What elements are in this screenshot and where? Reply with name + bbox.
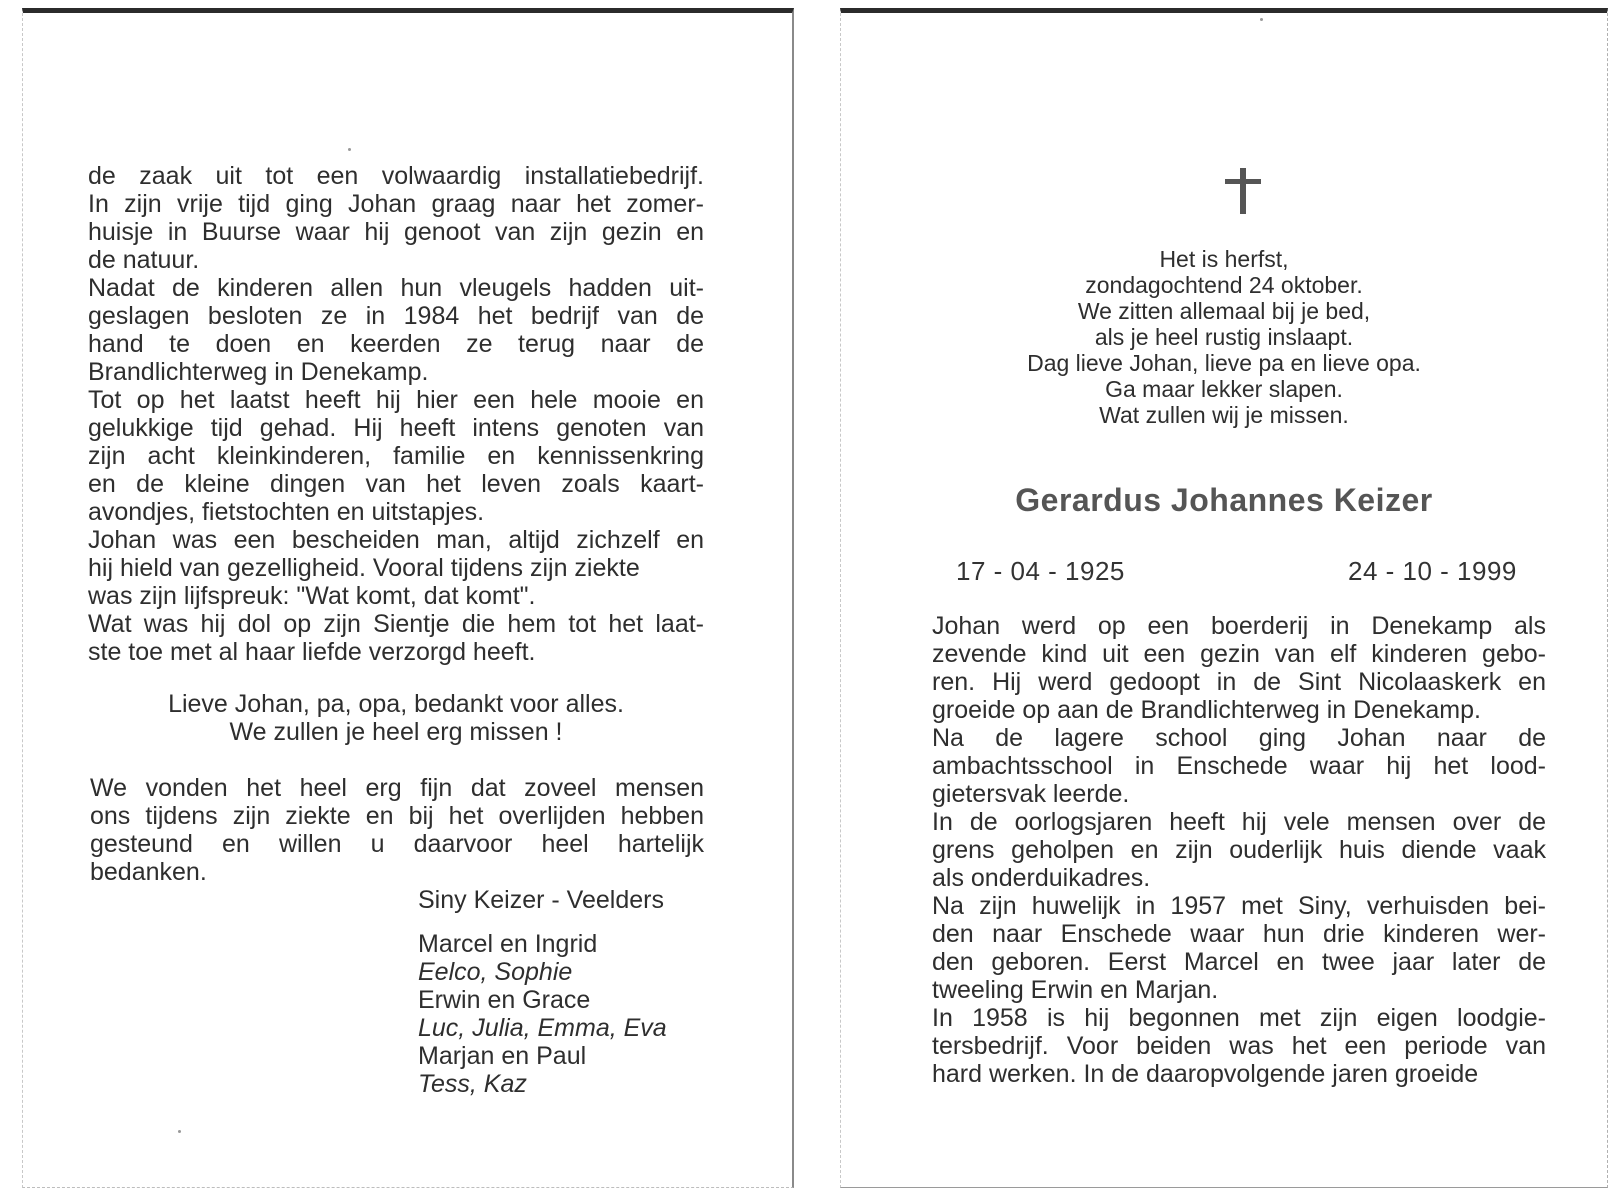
text-line: den naar Enschede waar hun drie kinderen wer- (932, 920, 1546, 948)
text-line: hij hield van gezelligheid. Vooral tijdens zijn ziekte (88, 554, 640, 582)
text-line: de zaak uit tot een volwaardig installatiebedrijf. (88, 162, 704, 190)
grandchildren-names: Tess, Kaz (418, 1070, 527, 1098)
scan-speck (1260, 18, 1263, 21)
text-line: Ga maar lekker slapen. (1105, 376, 1343, 402)
text-line: bedanken. (90, 858, 207, 886)
cross-icon (1225, 168, 1261, 214)
text-line: We vonden het heel erg fijn dat zoveel mensen (90, 774, 704, 802)
text-line: avondjes, fietstochten en uitstapjes. (88, 498, 485, 526)
text-line: Na de lagere school ging Johan naar de (932, 724, 1546, 752)
text-line: gesteund en willen u daarvoor heel hartelijk (90, 830, 704, 858)
text-line: In de oorlogsjaren heeft hij vele mensen over de (932, 808, 1546, 836)
text-line: tweeling Erwin en Marjan. (932, 976, 1219, 1004)
text-line: Brandlichterweg in Denekamp. (88, 358, 429, 386)
text-line: zevende kind uit een gezin van elf kinderen gebo- (932, 640, 1546, 668)
widow-signature: Siny Keizer - Veelders (418, 886, 664, 914)
farewell-text (88, 690, 704, 746)
text-line: ren. Hij werd gedoopt in de Sint Nicolaaskerk en (932, 668, 1546, 696)
child-couple: Marjan en Paul (418, 1042, 587, 1070)
biography-text (932, 612, 1546, 1088)
text-line: ambachtsschool in Enschede waar hij het lood- (932, 752, 1546, 780)
text-line: als onderduikadres. (932, 864, 1151, 892)
scan-speck (348, 148, 351, 151)
text-line: Lieve Johan, pa, opa, bedankt voor alles. (168, 690, 624, 718)
text-line: Dag lieve Johan, lieve pa en lieve opa. (1027, 350, 1421, 376)
text-line: zijn acht kleinkinderen, familie en kennissenkring (88, 442, 704, 470)
deceased-name: Gerardus Johannes Keizer (1015, 482, 1433, 518)
poem-text (840, 246, 1608, 428)
text-line: huisje in Buurse waar hij genoot van zijn gezin en (88, 218, 704, 246)
text-line: Wat was hij dol op zijn Sientje die hem tot het laat- (88, 610, 704, 638)
text-line: gietersvak leerde. (932, 780, 1130, 808)
grandchildren-names: Luc, Julia, Emma, Eva (418, 1014, 667, 1042)
thanks-text (90, 774, 704, 886)
text-line: geslagen besloten ze in 1984 het bedrijf van de (88, 302, 704, 330)
text-line: zondagochtend 24 oktober. (1085, 272, 1363, 298)
text-line: Wat zullen wij je missen. (1099, 402, 1349, 428)
scan-speck (178, 1130, 181, 1133)
text-line: Na zijn huwelijk in 1957 met Siny, verhuisden bei- (932, 892, 1546, 920)
text-line: Johan werd op een boerderij in Denekamp als (932, 612, 1546, 640)
text-line: tersbedrijf. Voor beiden was het een periode van (932, 1032, 1546, 1060)
text-line: de natuur. (88, 246, 200, 274)
child-couple: Marcel en Ingrid (418, 930, 598, 958)
text-line: groeide op aan de Brandlichterweg in Denekamp. (932, 696, 1481, 724)
text-line: In zijn vrije tijd ging Johan graag naar het zomer- (88, 190, 704, 218)
text-line: We zitten allemaal bij je bed, (1077, 298, 1371, 324)
left-body-text (88, 162, 704, 666)
text-line: Het is herfst, (1159, 246, 1289, 272)
child-couple: Erwin en Grace (418, 986, 591, 1014)
text-line: als je heel rustig inslaapt. (1094, 324, 1354, 350)
text-line: Nadat de kinderen allen hun vleugels hadden uit- (88, 274, 704, 302)
birth-date: 17 - 04 - 1925 (956, 556, 1125, 586)
text-line: grens geholpen en zijn ouderlijk huis diende vaak (932, 836, 1546, 864)
text-line: den geboren. Eerst Marcel en twee jaar later de (932, 948, 1546, 976)
text-line: hard werken. In de daaropvolgende jaren groeide (932, 1060, 1479, 1088)
text-line: In 1958 is hij begonnen met zijn eigen loodgie- (932, 1004, 1546, 1032)
text-line: was zijn lijfspreuk: "Wat komt, dat komt". (88, 582, 536, 610)
text-line: ons tijdens zijn ziekte en bij het overlijden hebben (90, 802, 704, 830)
text-line: We zullen je heel erg missen ! (229, 718, 563, 746)
death-date: 24 - 10 - 1999 (1348, 556, 1517, 586)
text-line: gelukkige tijd gehad. Hij heeft intens genoten van (88, 414, 704, 442)
text-line: Tot op het laatst heeft hij hier een hele mooie en (88, 386, 704, 414)
text-line: en de kleine dingen van het leven zoals kaart- (88, 470, 704, 498)
text-line: ste toe met al haar liefde verzorgd heeft. (88, 638, 536, 666)
text-line: hand te doen en keerden ze terug naar de (88, 330, 704, 358)
family-list (418, 930, 667, 1098)
text-line: Johan was een bescheiden man, altijd zichzelf en (88, 526, 704, 554)
grandchildren-names: Eelco, Sophie (418, 958, 573, 986)
